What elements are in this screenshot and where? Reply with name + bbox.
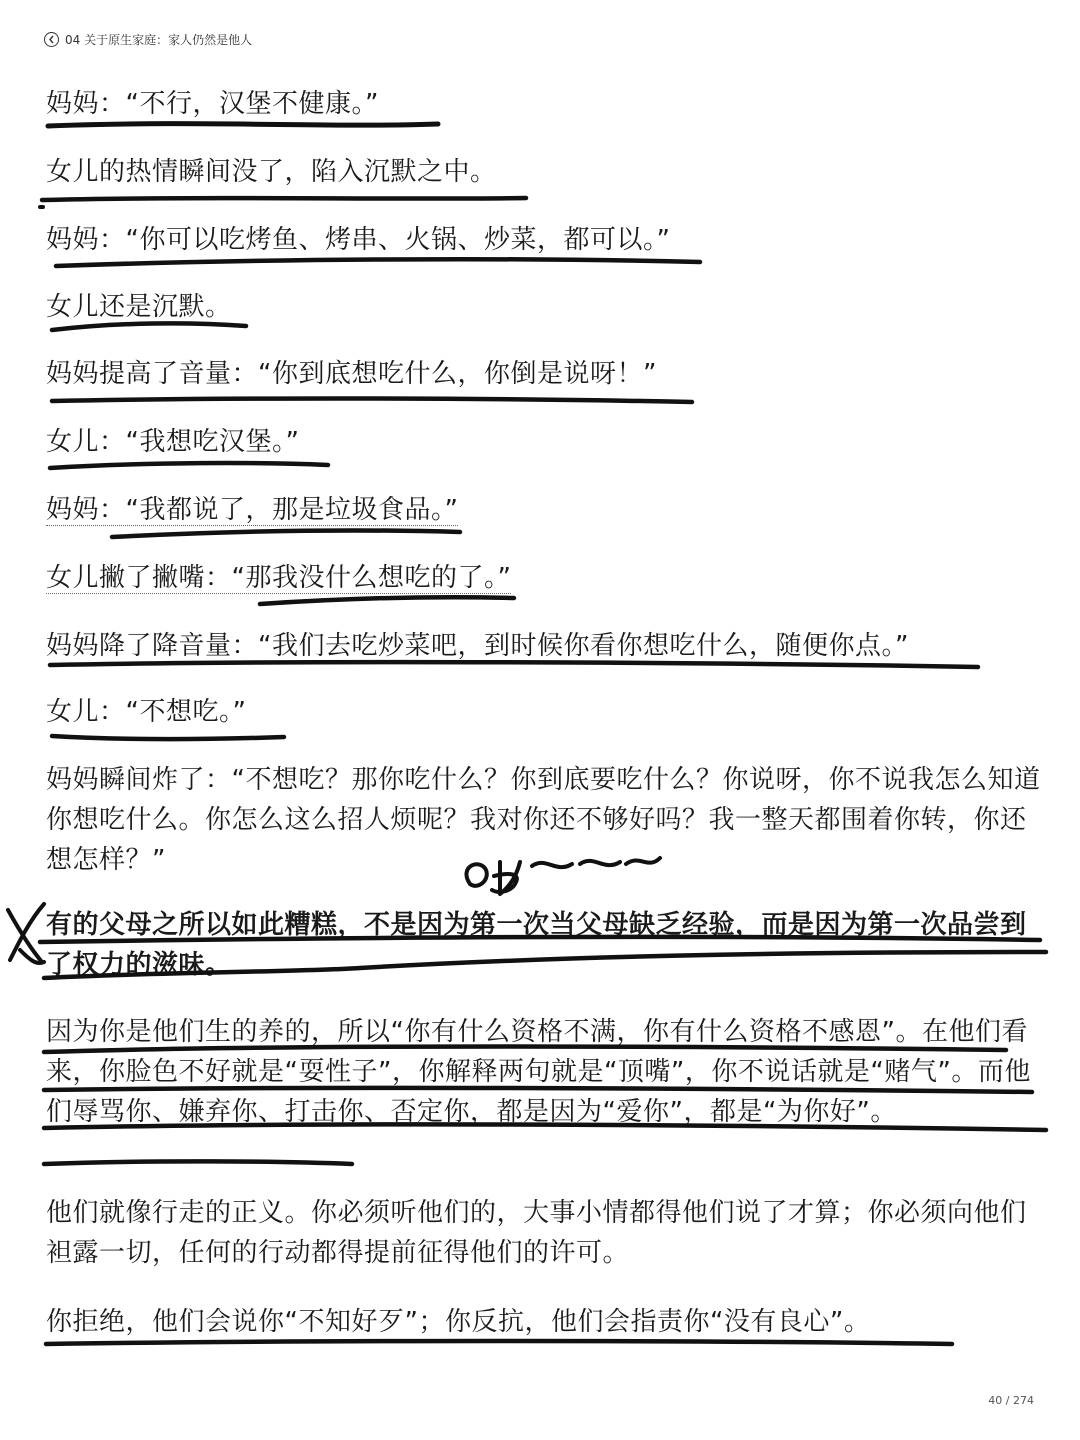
ink-x-mark <box>8 904 44 963</box>
dialogue-line <box>46 490 1041 530</box>
ink-underline <box>48 124 438 126</box>
narration-line: 女儿还是沉默。 <box>46 292 232 322</box>
dialogue-line <box>46 558 1041 598</box>
back-icon[interactable] <box>44 32 59 47</box>
body-paragraph: 你拒绝，他们会说你“不知好歹”；你反抗，他们会指责你“没有良心”。 <box>46 1307 871 1337</box>
ink-underline <box>42 198 526 200</box>
ink-underline <box>112 530 460 537</box>
narration-line: 女儿的热情瞬间没了，陷入沉默之中。 <box>46 157 497 187</box>
page-indicator: 40 / 274 <box>988 1394 1034 1407</box>
ink-underline <box>52 398 692 402</box>
body-paragraph: 他们就像行走的正义。你必须听他们的，大事小情都得他们说了才算；你必须向他们袒露一切，任何的行动都得提前征得他们的许可。 <box>46 1198 1027 1268</box>
dialogue-line: 妈妈降了降音量：“我们去吃炒菜吧，到时候你看你想吃什么，随便你点。” <box>46 631 909 661</box>
ink-underline <box>260 597 514 604</box>
dialogue-line: 妈妈：“不行，汉堡不健康。” <box>46 89 379 119</box>
body-paragraph: 因为你是他们生的养的，所以“你有什么资格不满，你有什么资格不感恩”。在他们看来，你脸色不好就是“耍性子”，你解释两句就是“顶嘴”，你不说话就是“赌气”。而他们辱骂你、嫌弃你、打击你、否定你，都是因为“爱你”，都是“为你好”。 <box>46 1017 1031 1127</box>
dialogue-line: 女儿：“我想吃汉堡。” <box>46 427 300 457</box>
chapter-title: 04 关于原生家庭：家人仍然是他人 <box>65 32 253 47</box>
ink-underline <box>44 1161 352 1164</box>
dialogue-line: 妈妈提高了音量：“你到底想吃什么，你倒是说呀！” <box>46 359 657 389</box>
ink-underline <box>56 259 700 266</box>
dialogue-paragraph: 妈妈瞬间炸了：“不想吃？那你吃什么？你到底要吃什么？你说呀，你不说我怎么知道你想吃什么。你怎么这么招人烦呢？我对你还不够好吗？我一整天都围着你转，你还想怎样？” <box>46 765 1041 875</box>
ink-underline <box>52 736 284 739</box>
dotted-highlight: 妈妈：“我都说了，那是垃圾食品。” <box>46 495 459 525</box>
dialogue-line: 女儿：“不想吃。” <box>46 697 247 727</box>
key-statement: 有的父母之所以如此糟糕，不是因为第一次当父母缺乏经验，而是因为第一次品尝到了权力的滋味。 <box>46 910 1027 980</box>
reader-header <box>44 28 252 50</box>
ink-underline <box>50 463 328 468</box>
dialogue-line: 妈妈：“你可以吃烤鱼、烤串、火锅、炒菜，都可以。” <box>46 225 671 255</box>
dotted-highlight: 女儿撇了撇嘴：“那我没什么想吃的了。” <box>46 563 512 593</box>
